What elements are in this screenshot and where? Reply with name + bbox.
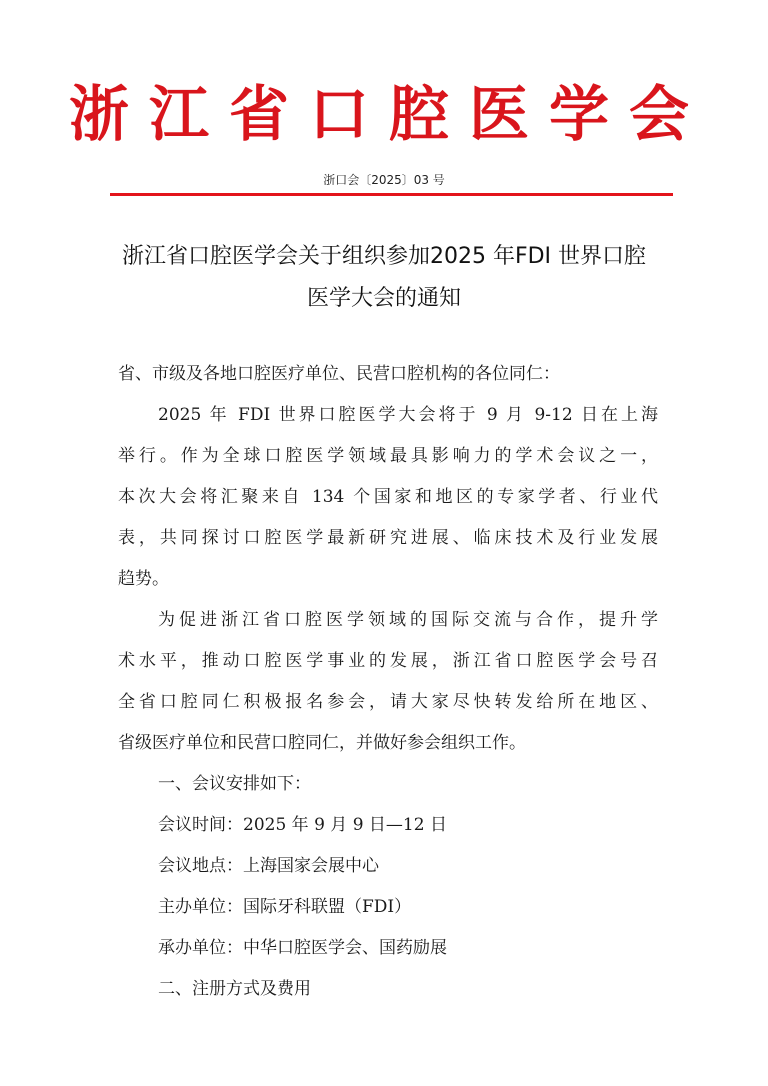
meeting-time: 会议时间：2025 年 9 月 9 日—12 日 xyxy=(158,815,447,835)
paragraph-2-line: 全省口腔同仁积极报名参会，请大家尽快转发给所在地区、 xyxy=(118,692,658,712)
document-body xyxy=(118,354,658,1010)
paragraph-1-line: 本次大会将汇聚来自 134 个国家和地区的专家学者、行业代 xyxy=(118,487,658,507)
paragraph-1-line: 2025 年 FDI 世界口腔医学大会将于 9 月 9-12 日在上海 xyxy=(158,405,658,425)
paragraph-2-line: 为促进浙江省口腔医学领域的国际交流与合作，提升学 xyxy=(158,610,658,630)
document-title xyxy=(100,236,668,320)
title-line-1: 浙江省口腔医学会关于组织参加2025 年FDI 世界口腔 xyxy=(121,244,647,269)
title-line-2: 医学大会的通知 xyxy=(306,286,461,311)
section-1-heading: 一、会议安排如下： xyxy=(158,774,311,794)
document-number: 浙口会〔2025〕03 号 xyxy=(323,173,445,187)
co-organizer: 承办单位：中华口腔医学会、国药励展 xyxy=(158,938,447,958)
organizer: 主办单位：国际牙科联盟（FDI） xyxy=(158,897,412,917)
paragraph-1-line: 趋势。 xyxy=(118,569,169,589)
paragraph-2-line: 省级医疗单位和民营口腔同仁，并做好参会组织工作。 xyxy=(118,733,526,753)
salutation: 省、市级及各地口腔医疗单位、民营口腔机构的各位同仁： xyxy=(118,364,560,384)
paragraph-1-line: 举行。作为全球口腔医学领域最具影响力的学术会议之一， xyxy=(118,446,658,466)
paragraph-2-line: 术水平，推动口腔医学事业的发展，浙江省口腔医学会号召 xyxy=(118,651,658,671)
meeting-place: 会议地点：上海国家会展中心 xyxy=(158,856,379,876)
red-divider-line xyxy=(110,193,673,196)
section-2-heading: 二、注册方式及费用 xyxy=(158,979,311,999)
paragraph-1-line: 表，共同探讨口腔医学最新研究进展、临床技术及行业发展 xyxy=(118,528,658,548)
organization-masthead: 浙江省口腔医学会 xyxy=(69,80,709,150)
